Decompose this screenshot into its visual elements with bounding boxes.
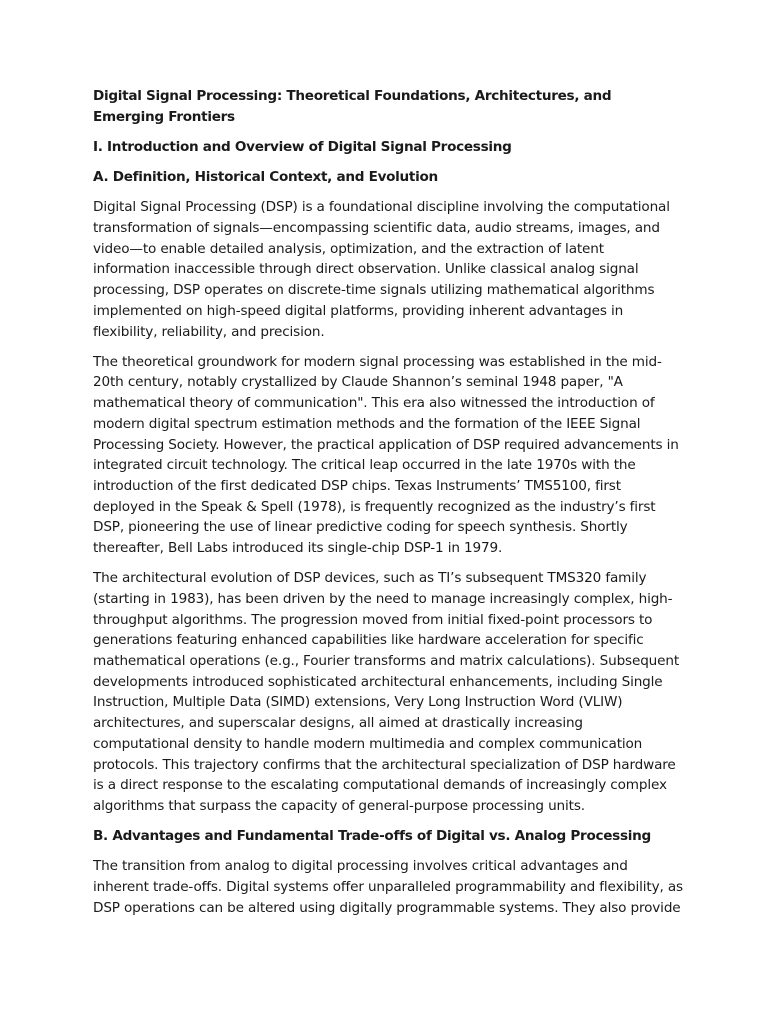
paragraph-history: The theoretical groundwork for modern signal processing was established in the mid-20th century, notably crystallized by Claude Shannon’s seminal 1948 paper, "A mathematical theory of communication". This era also witnessed the introduction of modern digital spectrum estimation methods and the formation of the IEEE Signal Processing Society. However, the practical application of DSP required advancements in integrated circuit technology. The critical leap occurred in the late 1970s with the introduction of the first dedicated DSP chips. Texas Instruments’ TMS5100, first deployed in the Speak & Spell (1978), is frequently recognized as the industry’s first DSP, pioneering the use of linear predictive coding for speech synthesis. Shortly thereafter, Bell Labs introduced its single-chip DSP-1 in 1979. [93, 353, 679, 557]
document-page [93, 86, 683, 928]
paragraph-architecture-evolution: The architectural evolution of DSP devices, such as TI’s subsequent TMS320 family (starting in 1983), has been driven by the need to manage increasingly complex, high-throughput algorithms. The progression moved from initial fixed-point processors to generations featuring enhanced capabilities like hardware acceleration for specific mathematical operations (e.g., Fourier transforms and matrix calculations). Subsequent developments introduced sophisticated architectural enhancements, including Single Instruction, Multiple Data (SIMD) extensions, Very Long Instruction Word (VLIW) architectures, and superscalar designs, all aimed at drastically increasing computational density to handle modern multimedia and complex communication protocols. This trajectory confirms that the architectural specialization of DSP hardware is a direct response to the escalating computational demands of increasingly complex algorithms that surpass the capacity of general-purpose processing units. [93, 570, 680, 814]
document-title: Digital Signal Processing: Theoretical Foundations, Architectures, and Emerging Frontiers [93, 88, 612, 125]
subsection-heading-advantages: B. Advantages and Fundamental Trade-offs of Digital vs. Analog Processing [93, 828, 651, 845]
section-heading-intro: I. Introduction and Overview of Digital Signal Processing [93, 138, 512, 155]
paragraph-transition: The transition from analog to digital processing involves critical advantages and inherent trade-offs. Digital systems offer unparalleled programmability and flexibility, as DSP operations can be altered using digitally programmable systems. They also provide [93, 858, 683, 916]
subsection-heading-definition: A. Definition, Historical Context, and Evolution [93, 169, 438, 186]
paragraph-definition: Digital Signal Processing (DSP) is a foundational discipline involving the computational transformation of signals—encompassing scientific data, audio streams, images, and video—to enable detailed analysis, optimization, and the extraction of latent information inaccessible through direct observation. Unlike classical analog signal processing, DSP operates on discrete-time signals utilizing mathematical algorithms implemented on high-speed digital platforms, providing inherent advantages in flexibility, reliability, and precision. [93, 199, 670, 340]
